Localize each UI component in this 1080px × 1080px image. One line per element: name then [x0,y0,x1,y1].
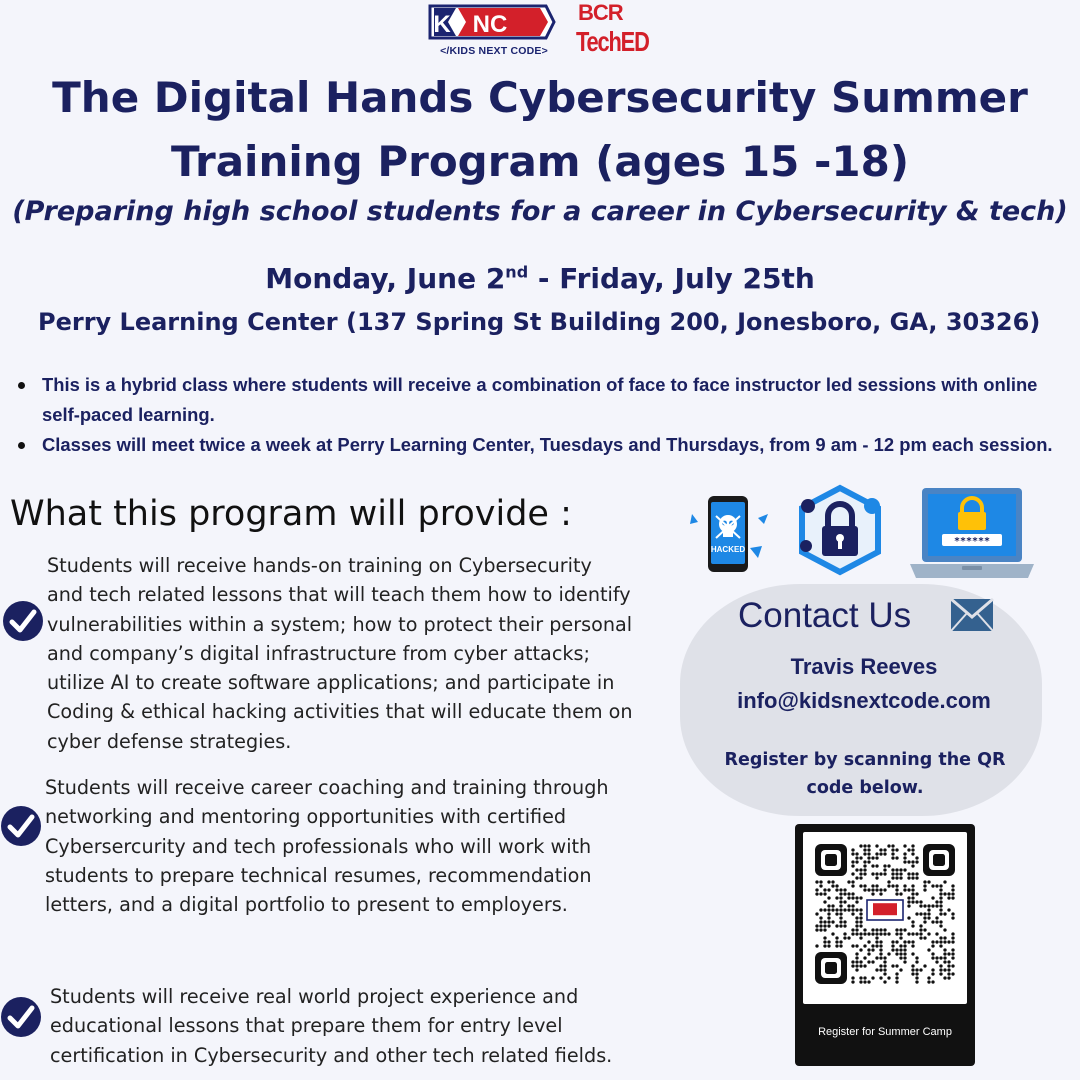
svg-text:NC: NC [472,11,508,38]
dates-end: - Friday, July 25th [528,262,815,295]
bcr-logo-text: BCR [578,0,623,25]
checkmark-icon [0,996,42,1038]
program-location: Perry Learning Center (137 Spring St Building 200, Jonesboro, GA, 30326) [38,308,1041,336]
bullet-dot-icon [18,442,25,449]
bcr-teched-logo [576,2,656,62]
dates-start: Monday, June 2 [265,262,506,295]
hacked-phone-icon [688,492,774,576]
qr-caption: Register for Summer Camp [818,1026,952,1038]
benefit-text: Students will receive hands-on training on Cybersecurity and tech related lessons that will teach them how to identify vulnerabilities within a system; how to protect their personal and company’s digital infrastructure from cyber attacks; utilize AI to create software applications; and participate in Coding & ethical hacking activities that will educate them on cyber defense strategies. [47,554,633,753]
security-lock-icon [792,484,888,576]
password-dots: ****** [953,536,991,547]
contact-name: Travis Reeves [790,654,938,679]
benefit-text: Students will receive real world project experience and educational lessons that prepare them for entry level certification in Cybersecurity and other tech related fields. [50,985,613,1067]
kids-next-code-logo [428,4,560,62]
dates-ordinal: nd [505,262,529,282]
knc-logo-mark [428,4,556,40]
qr-code-panel [803,832,967,1004]
knc-tagline: </KIDS NEXT CODE> [440,45,548,57]
qr-card[interactable] [795,824,975,1066]
bullet-dot-icon [18,382,25,389]
benefit-text: Students will receive career coaching and training through networking and mentoring opportunities with certified Cybersercurity and tech professionals who will work with students to prepare technical resumes, recommendation letters, and a digital portfolio to present to employers. [45,776,609,917]
page-subtitle: (Preparing high school students for a career in Cybersecurity & tech) [12,196,1068,227]
register-note: Register by scanning the QR code below. [724,750,1006,798]
contact-card [680,584,1042,816]
checkmark-icon [2,600,44,642]
teched-logo-text: TechED [576,26,649,57]
qr-code-icon [815,844,955,984]
contact-email[interactable]: info@kidsnextcode.com [737,688,991,713]
page-title [0,66,1080,194]
password-laptop-icon [906,484,1038,582]
mail-icon [950,598,994,632]
class-details-list [18,370,1078,460]
svg-text:K: K [433,11,451,38]
contact-heading: Contact Us [738,596,912,635]
hacked-label: HACKED [710,545,746,554]
program-dates [0,262,1080,295]
title-line-2: Training Program (ages 15 -18) [170,137,910,186]
provide-heading: What this program will provide : [10,494,572,534]
title-line-1: The Digital Hands Cybersecurity Summer [52,73,1028,122]
list-item: This is a hybrid class where students will receive a combination of face to face instructor led sessions with online self-paced learning. [18,370,1078,430]
list-item: Classes will meet twice a week at Perry Learning Center, Tuesdays and Thursdays, from 9 am - 12 pm each session. [18,430,1078,460]
checkmark-icon [0,805,42,847]
